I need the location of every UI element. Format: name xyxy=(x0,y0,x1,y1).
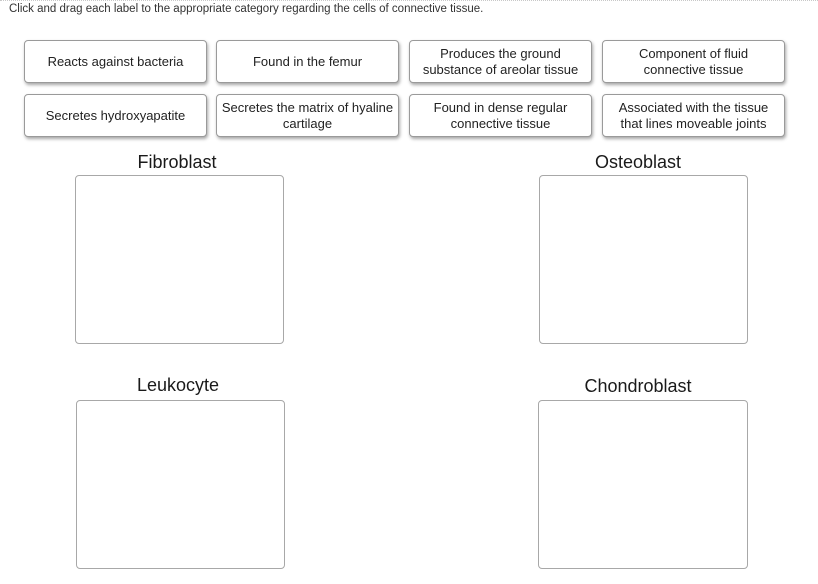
draggable-label[interactable]: Secretes the matrix of hyaline cartilage xyxy=(216,94,399,137)
draggable-label[interactable]: Secretes hydroxyapatite xyxy=(24,94,207,137)
category-title-osteoblast: Osteoblast xyxy=(594,152,682,172)
label-bank xyxy=(22,39,790,143)
draggable-label[interactable]: Found in dense regular connective tissue xyxy=(409,94,592,137)
instruction-text: Click and drag each label to the appropriate category regarding the cells of connective tissue. xyxy=(9,3,484,15)
category-title-chondroblast: Chondroblast xyxy=(584,376,692,396)
drop-zone-osteoblast[interactable] xyxy=(539,175,748,344)
drop-zone-leukocyte[interactable] xyxy=(76,400,285,569)
draggable-label[interactable]: Associated with the tissue that lines moveable joints xyxy=(602,94,785,137)
draggable-label[interactable]: Component of fluid connective tissue xyxy=(602,40,785,83)
draggable-label[interactable]: Found in the femur xyxy=(216,40,399,83)
category-title-fibroblast: Fibroblast xyxy=(137,152,217,172)
category-title-leukocyte: Leukocyte xyxy=(136,375,220,395)
draggable-label[interactable]: Reacts against bacteria xyxy=(24,40,207,83)
top-divider xyxy=(0,0,818,1)
draggable-label[interactable]: Produces the ground substance of areolar tissue xyxy=(409,40,592,83)
drop-zone-chondroblast[interactable] xyxy=(538,400,748,569)
drop-zone-fibroblast[interactable] xyxy=(75,175,284,344)
